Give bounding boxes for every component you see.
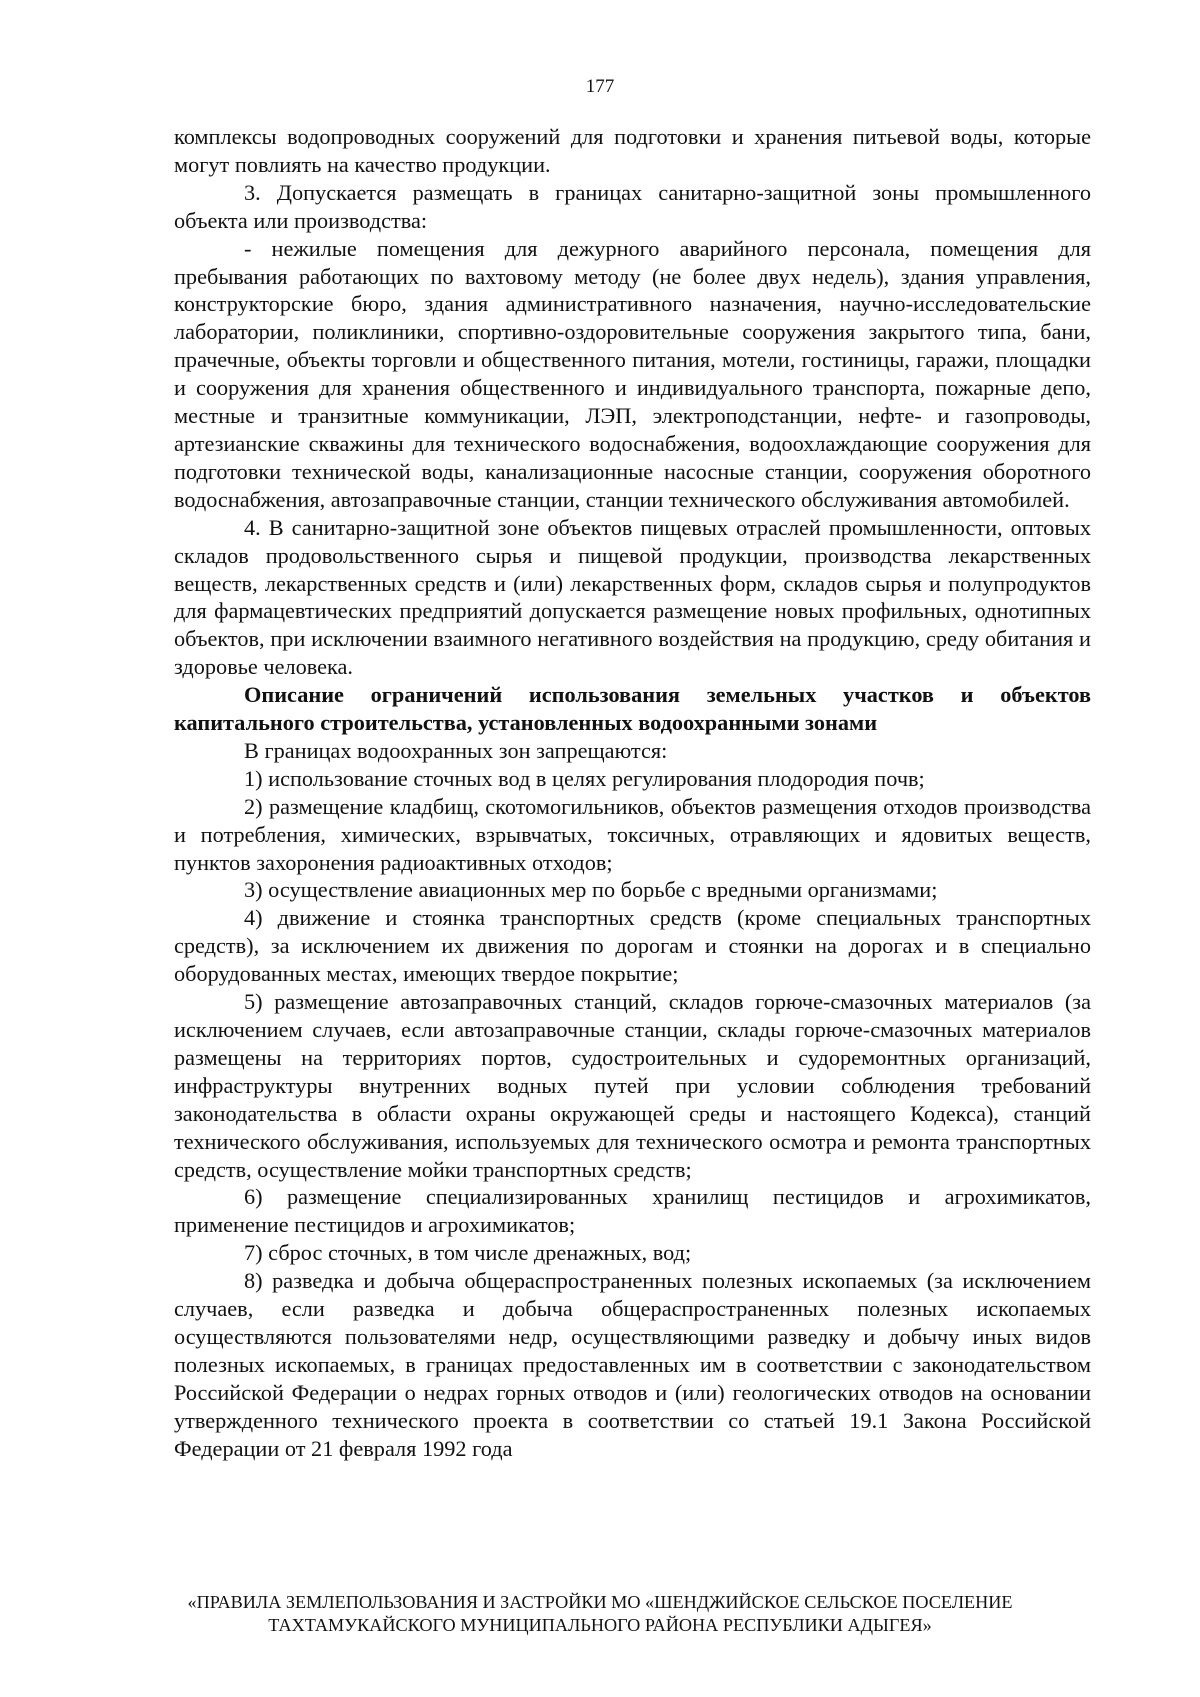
list-item-7: 7) сброс сточных, в том числе дренажных, вод;	[244, 1240, 692, 1266]
list-item-8: 8) разведка и добыча общераспространенных полезных ископаемых (за исключением случаев, если разведка и добыча общераспространенных полезных ископаемых осуществляются пользователями недр, осуществляющими разведку и добычу иных видов полезных ископаемых, в границах предоставленных им в соответствии с законодательством Российской Федерации о недрах горных отводов и (или) геологических отводов на основании утвержденного технического проекта в соответствии со статьей 19.1 Закона Российской Федерации от 21 февраля 1992 года	[174, 1268, 1091, 1461]
paragraph-item-3: 3. Допускается размещать в границах санитарно-защитной зоны промышленного объекта или производства:	[174, 179, 1091, 233]
section-heading: Описание ограничений использования земельных участков и объектов капитального строительства, установленных водоохранными зонами	[174, 682, 1091, 736]
paragraph-continuation: комплексы водопроводных сооружений для подготовки и хранения питьевой воды, которые могут повлиять на качество продукции.	[174, 124, 1091, 177]
list-item-6: 6) размещение специализированных хранилищ пестицидов и агрохимикатов, применение пестицидов и агрохимикатов;	[174, 1184, 1091, 1238]
paragraph-item-4: 4. В санитарно-защитной зоне объектов пищевых отраслей промышленности, оптовых складов продовольственного сырья и пищевой продукции, производства лекарственных веществ, лекарственных средств и (или) лекарственных форм, складов сырья и полупродуктов для фармацевтических предприятий допускается размещение новых профильных, однотипных объектов, при исключении взаимного негативного воздействия на продукцию, среду обитания и здоровье человека.	[174, 514, 1091, 680]
footer-line-2: ТАХТАМУКАЙСКОГО МУНИЦИПАЛЬНОГО РАЙОНА РЕСПУБЛИКИ АДЫГЕЯ»	[268, 1615, 932, 1635]
list-item-3: 3) осуществление авиационных мер по борьбе с вредными организмами;	[244, 877, 938, 903]
list-item-5: 5) размещение автозаправочных станций, складов горюче-смазочных материалов (за исключением случаев, если автозаправочные станции, склады горюче-смазочных материалов размещены на территориях портов, судостроительных и судоремонтных организаций, инфраструктуры внутренних водных путей при условии соблюдения требований законодательства в области охраны окружающей среды и настоящего Кодекса), станций технического обслуживания, используемых для технического осмотра и ремонта транспортных средств, осуществление мойки транспортных средств;	[174, 989, 1091, 1182]
footer-line-1: «ПРАВИЛА ЗЕМЛЕПОЛЬЗОВАНИЯ И ЗАСТРОЙКИ МО «ШЕНДЖИЙСКОЕ СЕЛЬСКОЕ ПОСЕЛЕНИЕ	[187, 1592, 1013, 1612]
list-item-2: 2) размещение кладбищ, скотомогильников, объектов размещения отходов производства и потребления, химических, взрывчатых, токсичных, отравляющих и ядовитых веществ, пунктов захоронения радиоактивных отходов;	[174, 793, 1091, 875]
paragraph-allowed-objects: - нежилые помещения для дежурного аварийного персонала, помещения для пребывания работающих по вахтовому методу (не более двух недель), здания управления, конструкторские бюро, здания административного назначения, научно-исследовательские лаборатории, поликлиники, спортивно-оздоровительные сооружения закрытого типа, бани, прачечные, объекты торговли и общественного питания, мотели, гостиницы, гаражи, площадки и сооружения для хранения общественного и индивидуального транспорта, пожарные депо, местные и транзитные коммуникации, ЛЭП, электроподстанции, нефте- и газопроводы, артезианские скважины для технического водоснабжения, водоохлаждающие сооружения для подготовки технической воды, канализационные насосные станции, сооружения оборотного водоснабжения, автозаправочные станции, станции технического обслуживания автомобилей.	[174, 235, 1091, 512]
page-number: 177	[585, 76, 615, 97]
list-item-1: 1) использование сточных вод в целях регулирования плодородия почв;	[244, 765, 925, 791]
page-footer	[100, 1591, 1100, 1637]
paragraph-prohibitions-intro: В границах водоохранных зон запрещаются:	[244, 737, 668, 763]
list-item-4: 4) движение и стоянка транспортных средств (кроме специальных транспортных средств), за исключением их движения по дорогам и стоянки на дорогах и в специально оборудованных местах, имеющих твердое покрытие;	[174, 905, 1091, 987]
document-body	[174, 123, 1091, 1463]
